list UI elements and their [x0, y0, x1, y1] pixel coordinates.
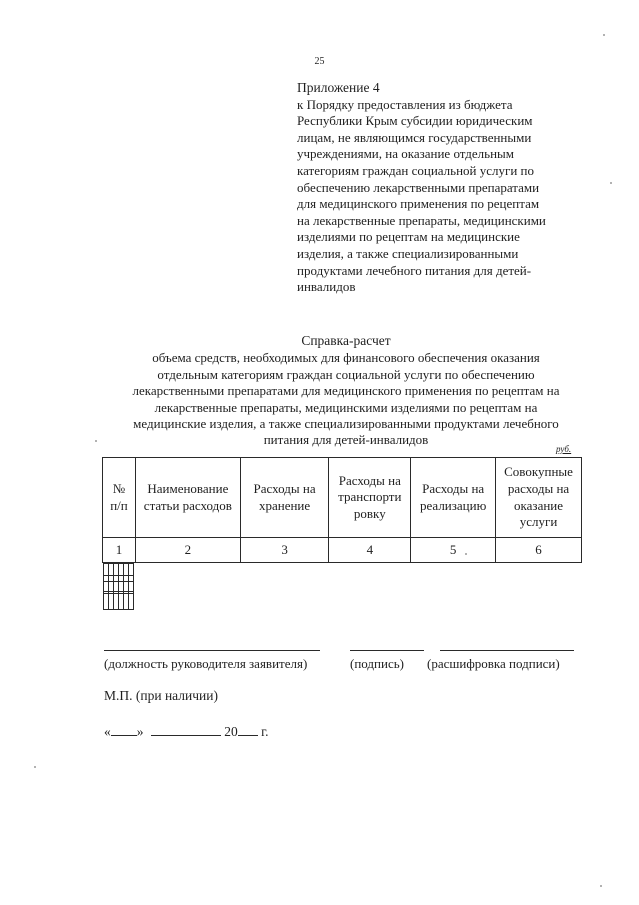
appendix-line: обеспечению лекарственными препаратами	[297, 179, 540, 195]
date-close-quote: »	[136, 724, 144, 739]
column-number: 1	[103, 538, 136, 563]
scan-speck	[465, 553, 467, 555]
date-open-quote: «	[104, 724, 111, 739]
seal-note: М.П. (при наличии)	[104, 688, 218, 703]
appendix-line: изделиями по рецептам на медицинские	[297, 229, 520, 245]
heading-line: лекарственные препараты, медицинскими изделиями по рецептам на	[154, 399, 538, 415]
column-number: 2	[135, 538, 240, 563]
column-number: 3	[240, 538, 329, 563]
table-row	[103, 581, 134, 594]
document-heading	[96, 333, 596, 449]
appendix-line: к Порядку предоставления из бюджета	[297, 96, 513, 112]
page-number: 25	[314, 56, 325, 67]
appendix-block	[297, 80, 597, 296]
scan-speck	[603, 34, 605, 36]
column-number: 5	[411, 538, 496, 563]
heading-line: лекарственными препаратами для медицинского применения по рецептам на	[132, 383, 560, 399]
header-cell-sales: Расходы на реализацию	[411, 458, 496, 538]
table-number-row	[103, 538, 582, 563]
column-number: 6	[496, 538, 582, 563]
calculation-table	[102, 457, 582, 598]
table-cell	[128, 581, 133, 609]
signature-label: (подпись)	[350, 656, 404, 671]
scan-speck	[95, 440, 97, 442]
appendix-line: инвалидов	[297, 279, 356, 295]
table-row	[103, 563, 134, 576]
appendix-line: лицам, не являющимся государственными	[297, 129, 532, 145]
year-prefix: 20	[224, 724, 238, 739]
appendix-line: на лекарственные препараты, медицинскими	[297, 212, 546, 228]
scan-speck	[600, 885, 602, 887]
position-signature-line	[104, 650, 320, 651]
position-label: (должность руководителя заявителя)	[104, 656, 308, 671]
appendix-line: изделия, а также специализированными	[297, 245, 519, 261]
appendix-line: Республики Крым субсидии юридическим	[297, 113, 533, 129]
decoding-label: (расшифровка подписи)	[427, 656, 560, 671]
scan-speck	[34, 766, 36, 768]
appendix-line: для медицинского применения по рецептам	[297, 196, 540, 212]
day-blank	[111, 723, 137, 736]
date-line	[104, 723, 269, 740]
heading-line: медицинские изделия, а также специализированными продуктами лечебного	[133, 416, 559, 432]
column-number: 4	[329, 538, 411, 563]
signature-line	[350, 650, 424, 651]
header-cell-storage: Расходы на хранение	[240, 458, 329, 538]
appendix-line: категориям граждан социальной услуги по	[297, 162, 535, 178]
table-header-row	[103, 458, 582, 538]
scan-speck	[610, 182, 612, 184]
heading-line: отдельным категориям граждан социальной услуги по обеспечению	[157, 366, 535, 382]
year-blank	[238, 723, 258, 736]
year-suffix: г.	[261, 724, 269, 739]
header-cell-transport: Расходы на транспорти ровку	[329, 458, 411, 538]
header-cell-total: Совокупные расходы на оказание услуги	[496, 458, 582, 538]
currency-unit: руб.	[556, 444, 572, 454]
header-cell-name: Наименование статьи расходов	[135, 458, 240, 538]
heading-line: объема средств, необходимых для финансового обеспечения оказания	[152, 350, 540, 366]
appendix-line: учреждениями, на оказание отдельным	[297, 146, 515, 162]
document-title: Справка-расчет	[301, 333, 391, 348]
heading-line: питания для детей-инвалидов	[263, 432, 429, 448]
header-cell-number: № п/п	[103, 458, 136, 538]
month-blank	[151, 723, 221, 736]
decoding-signature-line	[440, 650, 574, 651]
appendix-line: продуктами лечебного питания для детей-	[297, 262, 532, 278]
appendix-title: Приложение 4	[297, 80, 380, 95]
